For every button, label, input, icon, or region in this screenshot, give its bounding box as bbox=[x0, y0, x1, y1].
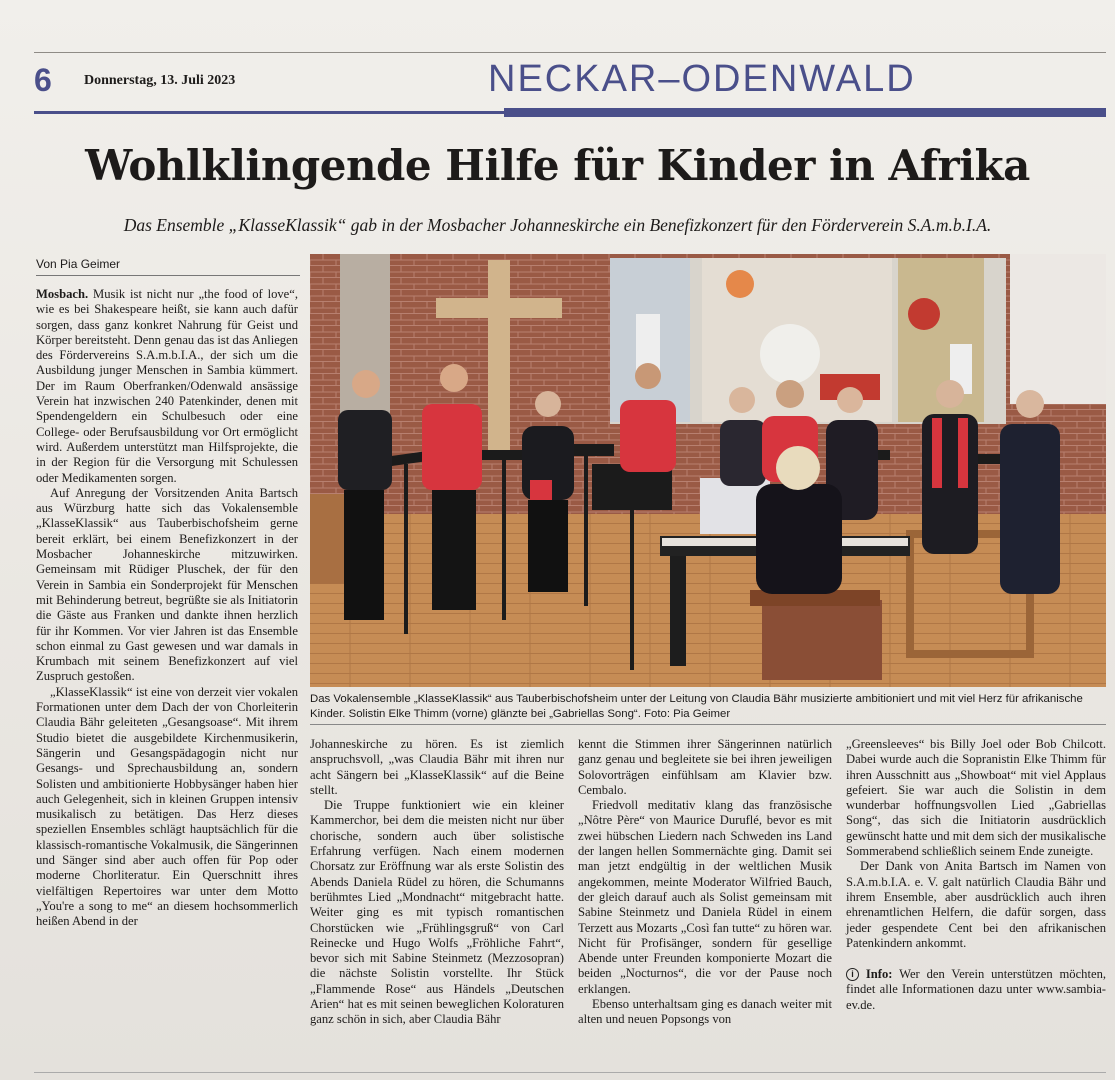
article-subheadline: Das Ensemble „KlasseKlassik“ gab in der Mosbacher Johanneskirche ein Benefizkonzert für den Förderverein S.A.m.b.I.A. bbox=[123, 215, 992, 235]
paragraph: Ebenso unterhaltsam ging es danach weiter mit alten und neuen Popsongs von bbox=[578, 997, 832, 1027]
paragraph: Friedvoll meditativ klang das französische „Nôtre Père“ von Maurice Duruflé, bevor es mit zwei hübschen Liedern nach Schweden ins Land der langen hellen Sommernächte ging. Damit sei man jetzt endgültig in der weltlichen Musik angekommen, meinte Moderator Wilfried Bauch, der gleich darauf auch als Solist gemeinsam mit Sabine Steinmetz und Daniela Rüdel in einem Terzett aus Mozarts „Così fan tutte“ zu hören war. Nicht für Profisänger, sondern für gesellige Abende unter Freunden komponierte Mozart die beiden „Nocturnos“, die vor der Pause noch erklangen. bbox=[578, 798, 832, 996]
bottom-rule bbox=[34, 1072, 1106, 1073]
paragraph: Die Truppe funktioniert wie ein kleiner Kammerchor, bei dem die meisten nicht nur über chorische, sondern auch über solistische Erfahrung verfügen. Nach einem modernen Chorsatz zur Eröffnung war als erste Solistin des Abends Daniela Rüdel zu hören, die Schumanns berühmtes Lied „Mondnacht“ mitgebracht hatte. Weiter ging es mit typisch romantischen Chorstücken wie „Frühlingsgruß“ von Carl Reinecke und Hugo Wolfs „Fröhliche Fahrt“, bevor sich mit Sabine Steinmetz (Mezzosopran) die nächste Solistin vorstellte. Ihr Stück „Flammende Rose“ aus Händels „Deutschen Arien“ hat es mit seinen beweglichen Koloraturen ganz schön in sich, aber Claudia Bähr bbox=[310, 798, 564, 1027]
section-bar bbox=[34, 108, 1106, 117]
caption-rule bbox=[310, 724, 1106, 725]
dateline: Mosbach. bbox=[36, 287, 89, 301]
info-label: Info: bbox=[865, 967, 893, 982]
article-column-3 bbox=[578, 737, 832, 1028]
info-icon: i bbox=[846, 968, 859, 981]
paragraph bbox=[36, 287, 298, 486]
paragraph: kennt die Stimmen ihrer Sängerinnen natürlich ganz genau und begleitete sie bei ihren jeweiligen Solovorträgen einfühlsam am Klavier bzw. Cembalo. bbox=[578, 737, 832, 797]
article-column-2 bbox=[310, 737, 564, 1028]
byline: Von Pia Geimer bbox=[36, 257, 121, 271]
paragraph: Auf Anregung der Vorsitzenden Anita Bartsch aus Würzburg hatte sich das Vokalensemble „KlasseKlassik“ aus Tauberbischofsheim gerne bereit erklärt, bei einem Benefizkonzert in der Mosbacher Johanneskirche mitzuwirken. Gemeinsam mit Rüdiger Pluschek, der für den Verein in Sambia ein Sonderprojekt für Menschen mit Behinderung betreut, begrüßte sie als Initiatorin die Gäste aus Franken und dankte ihnen herzlich für ihr Kommen. Vor vier Jahren ist das Ensemble schon einmal zu Gast gewesen und war damals in Krumbach mit seinem Benefizkonzert auf viel Zuspruch gestoßen. bbox=[36, 485, 298, 684]
article-headline: Wohlklingende Hilfe für Kinder in Afrika bbox=[85, 141, 1030, 190]
paragraph: „Greensleeves“ bis Billy Joel oder Bob Chilcott. Dabei wurde auch die Sopranistin Elke Thimm für ihren Ausschnitt aus „Showboat“ mit viel Applaus gefeiert. Sie war auch die Solistin in dem wunderbar hoffnungsvollen Lied „Gabriellas Song“, das sich die Initiatorin ausdrücklich gewünscht hatte und mit dem sich der musikalische Sommerabend schließlich seinem Ende zuneigte. bbox=[846, 737, 1106, 859]
byline-rule bbox=[36, 275, 300, 276]
top-rule bbox=[34, 52, 1106, 53]
issue-date: Donnerstag, 13. Juli 2023 bbox=[84, 73, 236, 88]
info-text: Wer den Verein unterstützen möchten, findet alle Informationen dazu unter www.sambia-ev.de. bbox=[846, 967, 1107, 1012]
article-column-1 bbox=[36, 287, 298, 929]
page-number: 6 bbox=[34, 62, 52, 98]
section-title: NECKAR–ODENWALD bbox=[488, 58, 916, 100]
article-column-4 bbox=[846, 737, 1106, 1013]
concert-photo-illustration bbox=[310, 254, 1106, 687]
paragraph: Johanneskirche zu hören. Es ist ziemlich anspruchsvoll, „was Claudia Bähr mit ihren nur acht Sängern bei „KlasseKlassik“ auf die Beine stellt. bbox=[310, 737, 564, 797]
photo-caption: Das Vokalensemble „KlasseKlassik“ aus Tauberbischofsheim unter der Leitung von Claudia Bähr musizierte ambitioniert und mit viel Herz für afrikanische Kinder. Solistin Elke Thimm (vorne) glänzte bei „Gabriellas Song“. Foto: Pia Geimer bbox=[310, 693, 1083, 720]
paragraph: Der Dank von Anita Bartsch im Namen von S.A.m.b.I.A. e. V. galt natürlich Claudia Bähr und ihrem Ensemble, aber ausdrücklich auch ihren ehrenamtlichen Helfern, die dafür sorgen, dass jeder gespendete Cent bei den afrikanischen Patenkindern ankommt. bbox=[846, 859, 1106, 950]
paragraph: „KlasseKlassik“ ist eine von derzeit vier vokalen Formationen unter dem Dach der von Chorleiterin Claudia Bähr geleiteten „Gesangsoase“. Mit ihrem Studio bietet die ausgebildete Kirchenmusikerin, Sängerin und Gesangspädagogin nicht nur Gesangs- und Sprechausbildung an, sondern Solisten und ambitionierte Hobbysänger haben hier auch Gelegenheit, sich in kleinen Gruppen intensiv musikalisch zu betätigen. Das Herz dieses speziellen Ensembles schlägt hauptsächlich für die klassisch-romantische Vokalmusik, die Sängerinnen und Sänger sind aber auch offen für Pop oder moderne Chorliteratur. Ein Querschnitt ihres vielfältigen Repertoires war unter dem Motto „You're a song to me“ an diesem hochsommerlich heißen Abend in der bbox=[36, 684, 298, 929]
paragraph-text: Musik ist nicht nur „the food of love“, wie es bei Shakespeare heißt, sie kann auch dafür sorgen, dass ganz konkret Nahrung für Geist und Körper bereitsteht. Denn genau das ist das Anliegen des Fördervereins S.A.m.b.I.A., der sich um die Ausbildung junger Menschen in Sambia kümmert. Der im Raum Oberfranken/Odenwald ansässige Verein hat inzwischen 240 Patenkinder, denen mit Spendengeldern ein Schulbesuch oder eine College- oder Berufsausbildung vor Ort ermöglicht wird. Außerdem unterstützt man Hilfsprojekte, die in der Region für die Versorgung mit Schulessen oder Medikamenten sorgen. bbox=[36, 287, 298, 485]
info-box bbox=[846, 967, 1106, 1013]
concert-photo bbox=[310, 254, 1106, 687]
